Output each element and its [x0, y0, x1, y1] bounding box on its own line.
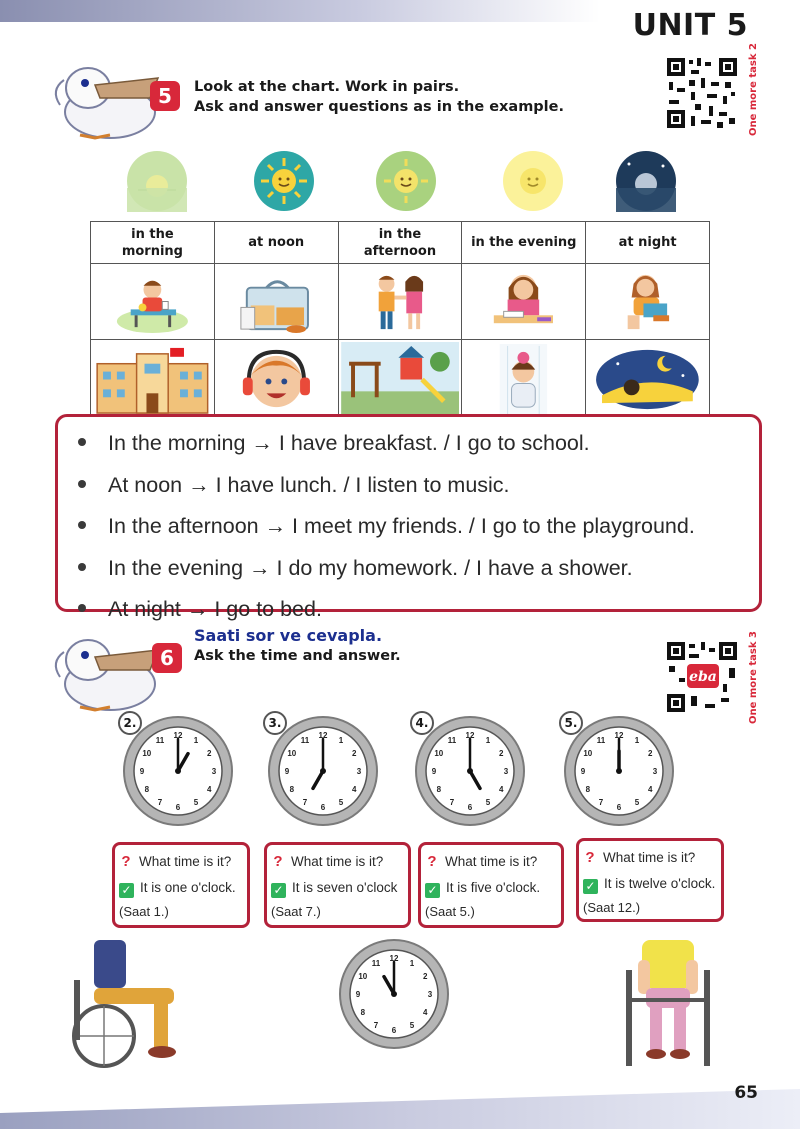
friends-picture — [341, 266, 460, 337]
clock-numeral: 7 — [373, 1021, 379, 1031]
question-mark-icon: ? — [121, 853, 131, 870]
page-number: 65 — [734, 1083, 758, 1103]
shower-girl-picture — [464, 342, 583, 417]
question-text: What time is it? — [603, 850, 696, 865]
list-item: In the evening → I do my homework. / I have a shower. — [76, 548, 759, 590]
header-noon: at noon — [214, 222, 338, 264]
saat-text: (Saat 7.) — [271, 904, 321, 919]
qr-code-icon[interactable] — [665, 56, 739, 130]
clock-numeral: 7 — [449, 798, 455, 808]
checkmark-icon: ✓ — [119, 883, 134, 898]
saat-text: (Saat 12.) — [583, 900, 641, 915]
clock-numeral: 11 — [371, 958, 381, 968]
pelican-mascot-icon — [40, 622, 170, 717]
sun-icons-row — [120, 150, 700, 212]
question-mark-icon: ? — [585, 849, 595, 866]
clock-3 — [414, 715, 526, 827]
exercise-5-instruction — [194, 77, 564, 117]
clock-numeral: 2 — [647, 749, 653, 758]
clock-numeral: 4 — [351, 785, 357, 794]
cell-breakfast — [91, 264, 215, 340]
clock-numeral: 5 — [193, 798, 199, 808]
sun-icon — [253, 150, 315, 212]
exercise-5-number: 5 — [150, 81, 180, 111]
clock-numeral: 9 — [284, 767, 290, 776]
clock-2 — [267, 715, 379, 827]
clock-numeral: 2 — [498, 749, 504, 758]
clock-numeral: 8 — [289, 785, 295, 794]
cell-school — [91, 340, 215, 420]
answer-text: It is twelve o'clock. — [604, 876, 716, 891]
checkmark-icon: ✓ — [271, 883, 286, 898]
checkmark-icon: ✓ — [425, 883, 440, 898]
question-text: What time is it? — [139, 854, 232, 869]
music-picture — [217, 342, 336, 417]
clock-numeral: 2 — [206, 749, 212, 758]
clock-numeral: 3 — [211, 767, 217, 776]
clock-numeral: 7 — [598, 798, 604, 808]
list-item: In the afternoon → I meet my friends. / I go to the playground. — [76, 506, 759, 548]
answer-text: It is one o'clock. — [140, 880, 236, 895]
clock-numeral: 7 — [157, 798, 163, 808]
clock-numeral: 10 — [434, 749, 444, 758]
question-mark-icon: ? — [273, 853, 283, 870]
clock-numeral: 6 — [467, 803, 473, 812]
list-item: In the morning → I have breakfast. / I go to school. — [76, 423, 759, 465]
clock-numeral: 3 — [503, 767, 509, 776]
clock-numeral: 12 — [465, 731, 475, 740]
afternoon-sun-icon — [375, 150, 437, 212]
sunrise-icon — [126, 150, 188, 212]
clock-numeral: 3 — [356, 767, 362, 776]
wheelchair-person-left-picture — [64, 940, 192, 1068]
clock-numeral: 3 — [427, 990, 433, 999]
saat-text: (Saat 1.) — [119, 904, 169, 919]
clock-numeral: 6 — [391, 1026, 397, 1035]
clock-numeral: 12 — [389, 954, 399, 963]
shower-picture — [588, 266, 707, 337]
clock-numeral: 1 — [409, 958, 415, 968]
clock-numeral: 5 — [485, 798, 491, 808]
cell-lunch — [214, 264, 338, 340]
cell-sleep — [586, 340, 710, 420]
clock-number-label: 3. — [263, 711, 287, 735]
clock-numeral: 9 — [580, 767, 586, 776]
clock-numeral: 11 — [596, 735, 606, 745]
clock-numeral: 5 — [634, 798, 640, 808]
header-night: at night — [586, 222, 710, 264]
clock-numeral: 5 — [409, 1021, 415, 1031]
answer-box-4 — [576, 838, 724, 922]
clock-numeral: 4 — [206, 785, 212, 794]
question-mark-icon: ? — [427, 853, 437, 870]
instruction-turkish: Saati sor ve cevapla. — [194, 626, 383, 645]
example-sentences-box — [55, 414, 762, 621]
cell-music — [214, 340, 338, 420]
exercise-6-instruction — [194, 626, 401, 666]
playground-picture — [341, 342, 460, 417]
question-text: What time is it? — [445, 854, 538, 869]
list-item: At noon → I have lunch. / I listen to music. — [76, 465, 759, 507]
wheelchair-person-right-picture — [602, 940, 730, 1068]
clock-numeral: 10 — [583, 749, 593, 758]
cell-evening-girl — [462, 340, 586, 420]
list-item: At night → I go to bed. — [76, 589, 759, 631]
qr-code-icon[interactable] — [665, 640, 739, 714]
answer-box-1 — [112, 842, 250, 928]
instruction-line-1: Look at the chart. Work in pairs. — [194, 79, 460, 95]
clock-bottom — [338, 938, 450, 1050]
eba-logo-label: eba — [689, 669, 717, 685]
answer-box-3 — [418, 842, 564, 928]
question-text: What time is it? — [291, 854, 384, 869]
clock-numeral: 6 — [320, 803, 326, 812]
clock-numeral: 2 — [422, 972, 428, 981]
clock-numeral: 5 — [338, 798, 344, 808]
answer-box-2 — [264, 842, 411, 928]
checkmark-icon: ✓ — [583, 879, 598, 894]
clock-numeral: 9 — [355, 990, 361, 999]
clock-number-label: 5. — [559, 711, 583, 735]
cell-homework — [462, 264, 586, 340]
clock-number-label: 2. — [118, 711, 142, 735]
bottom-decor-band — [0, 1089, 800, 1129]
clock-numeral: 4 — [498, 785, 504, 794]
qr-side-label: One more task 3 — [748, 631, 759, 724]
lunchbox-picture — [217, 266, 336, 337]
answer-text: It is five o'clock. — [446, 880, 541, 895]
clock-numeral: 4 — [422, 1008, 428, 1017]
clock-1 — [122, 715, 234, 827]
clock-numeral: 9 — [139, 767, 145, 776]
breakfast-picture — [93, 266, 212, 337]
unit-title: UNIT 5 — [632, 8, 748, 43]
clock-numeral: 7 — [302, 798, 308, 808]
night-sun-icon — [615, 150, 677, 212]
clock-numeral: 1 — [193, 735, 199, 745]
exercise-6-number: 6 — [152, 643, 182, 673]
homework-picture — [464, 266, 583, 337]
clock-number-label: 4. — [410, 711, 434, 735]
clock-numeral: 10 — [358, 972, 368, 981]
evening-sun-icon — [502, 150, 564, 212]
header-morning: in the morning — [91, 222, 215, 264]
clock-numeral: 1 — [485, 735, 491, 745]
instruction-line-2: Ask and answer questions as in the example. — [194, 99, 564, 115]
cell-shower — [586, 264, 710, 340]
clock-numeral: 12 — [318, 731, 328, 740]
clock-numeral: 11 — [300, 735, 310, 745]
clock-numeral: 3 — [652, 767, 658, 776]
qr-side-label: One more task 2 — [748, 43, 759, 136]
daily-routine-chart — [90, 221, 710, 420]
clock-4 — [563, 715, 675, 827]
header-afternoon: in the afternoon — [338, 222, 462, 264]
clock-numeral: 8 — [144, 785, 150, 794]
clock-numeral: 11 — [155, 735, 165, 745]
clock-numeral: 2 — [351, 749, 357, 758]
clock-numeral: 10 — [287, 749, 297, 758]
clock-numeral: 10 — [142, 749, 152, 758]
clock-numeral: 6 — [616, 803, 622, 812]
clock-numeral: 12 — [614, 731, 624, 740]
clock-numeral: 8 — [585, 785, 591, 794]
cell-playground — [338, 340, 462, 420]
header-evening: in the evening — [462, 222, 586, 264]
cell-friends — [338, 264, 462, 340]
sleep-picture — [588, 342, 707, 417]
saat-text: (Saat 5.) — [425, 904, 475, 919]
answer-text: It is seven o'clock — [292, 880, 398, 895]
clock-numeral: 8 — [436, 785, 442, 794]
clock-numeral: 4 — [647, 785, 653, 794]
clock-numeral: 12 — [173, 731, 183, 740]
clock-numeral: 11 — [447, 735, 457, 745]
instruction-english: Ask the time and answer. — [194, 648, 401, 664]
clock-numeral: 1 — [338, 735, 344, 745]
clock-numeral: 1 — [634, 735, 640, 745]
clock-numeral: 9 — [431, 767, 437, 776]
school-picture — [93, 342, 212, 417]
clock-numeral: 8 — [360, 1008, 366, 1017]
clock-numeral: 6 — [175, 803, 181, 812]
